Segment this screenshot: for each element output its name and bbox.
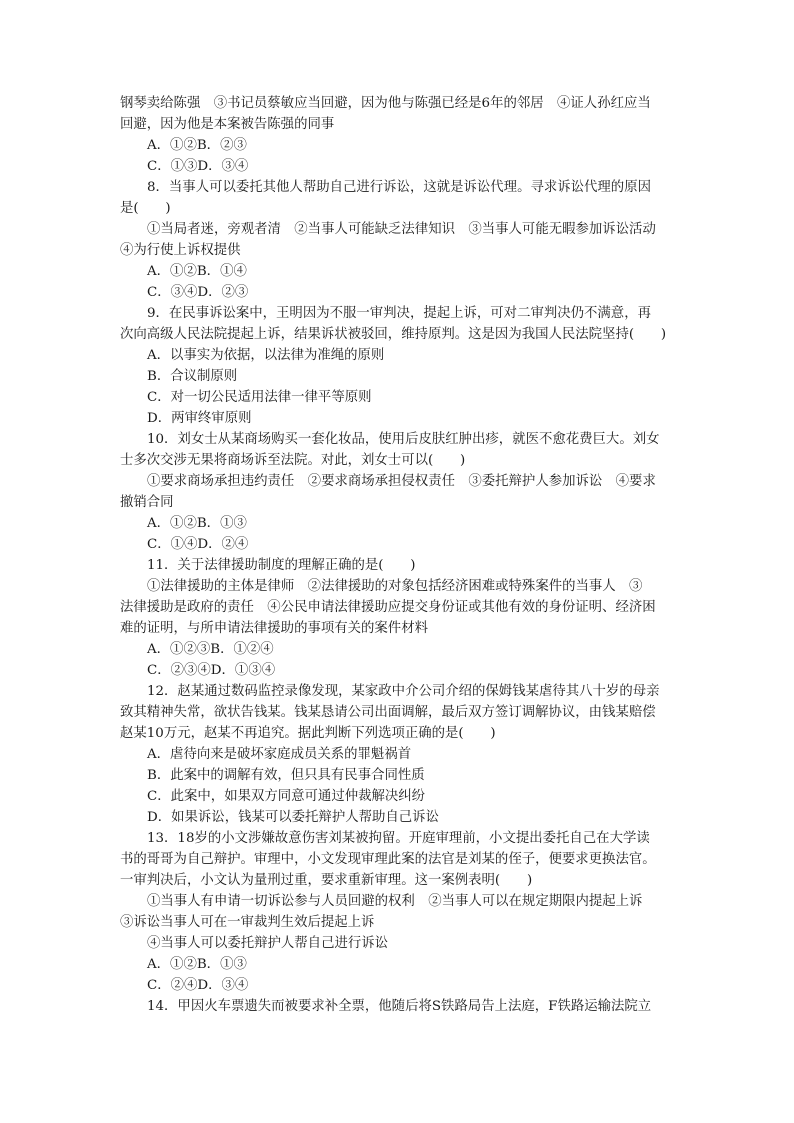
option-line: C．③④D．②③: [147, 285, 249, 300]
option-line: D．两审终审原则: [147, 411, 252, 426]
option-line: A．虐待向来是破坏家庭成员关系的罪魁祸首: [147, 747, 412, 762]
statement-line: ④当事人可以委托辩护人帮自己进行诉讼: [147, 936, 389, 951]
text-line: 赵某10万元，赵某不再追究。据此判断下列选项正确的是( ): [120, 726, 496, 741]
statement-line: ①要求商场承担违约责任 ②要求商场承担侵权责任 ③委托辩护人参加诉讼 ④要求: [147, 474, 656, 489]
option-line: C．②④D．③④: [147, 978, 249, 993]
question-9: 9．在民事诉讼案中，王明因为不服一审判决，提起上诉，可对二审判决仍不满意，再: [147, 306, 651, 321]
text-line: 法律援助是政府的责任 ④公民申请法律援助应提交身份证或其他有效的身份证明、经济困: [120, 600, 656, 615]
option-line: A．①②B．①③: [147, 516, 247, 531]
text-line: 士多次交涉无果将商场诉至法院。对此，刘女士可以( ): [120, 453, 466, 468]
question-10: 10．刘女士从某商场购买一套化妆品，使用后皮肤红肿出疹，就医不愈花费巨大。刘女: [147, 432, 660, 447]
option-line: A．以事实为依据，以法律为准绳的原则: [147, 348, 385, 363]
option-line: D．如果诉讼，钱某可以委托辩护人帮助自己诉讼: [147, 810, 439, 825]
option-line: B．此案中的调解有效，但只具有民事合同性质: [147, 768, 425, 783]
question-11: 11．关于法律援助制度的理解正确的是( ): [147, 558, 416, 573]
question-14: 14．甲因火车票遗失而被要求补全票，他随后将S铁路局告上法庭，F铁路运输法院立: [147, 999, 652, 1014]
text-line: 书的哥哥为自己辩护。审理中，小文发现审理此案的法官是刘某的侄子，便要求更换法官。: [120, 852, 656, 867]
statement-line: ①当事人有申请一切诉讼参与人员回避的权利 ②当事人可以在规定期限内提起上诉: [147, 894, 643, 909]
option-line: A．①②B．①③: [147, 957, 247, 972]
question-8: 8．当事人可以委托其他人帮助自己进行诉讼，这就是诉讼代理。寻求诉讼代理的原因: [147, 180, 651, 195]
text-line: ④为行使上诉权提供: [120, 243, 241, 258]
option-line: A．①②B．②③: [147, 138, 247, 153]
option-line: C．①④D．②④: [147, 537, 249, 552]
text-line: 撤销合同: [120, 495, 174, 510]
text-line: 致其精神失常，欲状告钱某。钱某恳请公司出面调解，最后双方签订调解协议，由钱某赔偿: [120, 705, 656, 720]
text-line: 是( ): [120, 201, 171, 216]
option-line: C．①③D．③④: [147, 159, 249, 174]
text-line: 一审判决后，小文认为量刑过重，要求重新审理。这一案例表明( ): [120, 873, 533, 888]
text-line: 次向高级人民法院提起上诉，结果诉状被驳回，维持原判。这是因为我国人民法院坚持( ): [120, 327, 667, 342]
option-line: B．合议制原则: [147, 369, 238, 384]
text-line: 难的证明，与所申请法律援助的事项有关的案件材料: [120, 621, 428, 636]
option-line: A．①②③B．①②④: [147, 642, 274, 657]
question-12: 12．赵某通过数码监控录像发现，某家政中介公司介绍的保姆钱某虐待其八十岁的母亲: [147, 684, 660, 699]
option-line: C．此案中，如果双方同意可通过仲裁解决纠纷: [147, 789, 426, 804]
text-line: 回避，因为他是本案被告陈强的同事: [120, 117, 335, 132]
statement-line: ①当局者迷，旁观者清 ②当事人可能缺乏法律知识 ③当事人可能无暇参加诉讼活动: [147, 222, 656, 237]
text-line: ③诉讼当事人可在一审裁判生效后提起上诉: [120, 915, 375, 930]
text-line: 钢琴卖给陈强 ③书记员蔡敏应当回避，因为他与陈强已经是6年的邻居 ④证人孙红应当: [120, 96, 651, 111]
statement-line: ①法律援助的主体是律师 ②法律援助的对象包括经济困难或特殊案件的当事人 ③: [147, 579, 643, 594]
question-13: 13．18岁的小文涉嫌故意伤害刘某被拘留。开庭审理前，小文提出委托自己在大学读: [147, 831, 650, 846]
option-line: C．对一切公民适用法律一律平等原则: [147, 390, 372, 405]
option-line: C．②③④D．①③④: [147, 663, 276, 678]
option-line: A．①②B．①④: [147, 264, 247, 279]
